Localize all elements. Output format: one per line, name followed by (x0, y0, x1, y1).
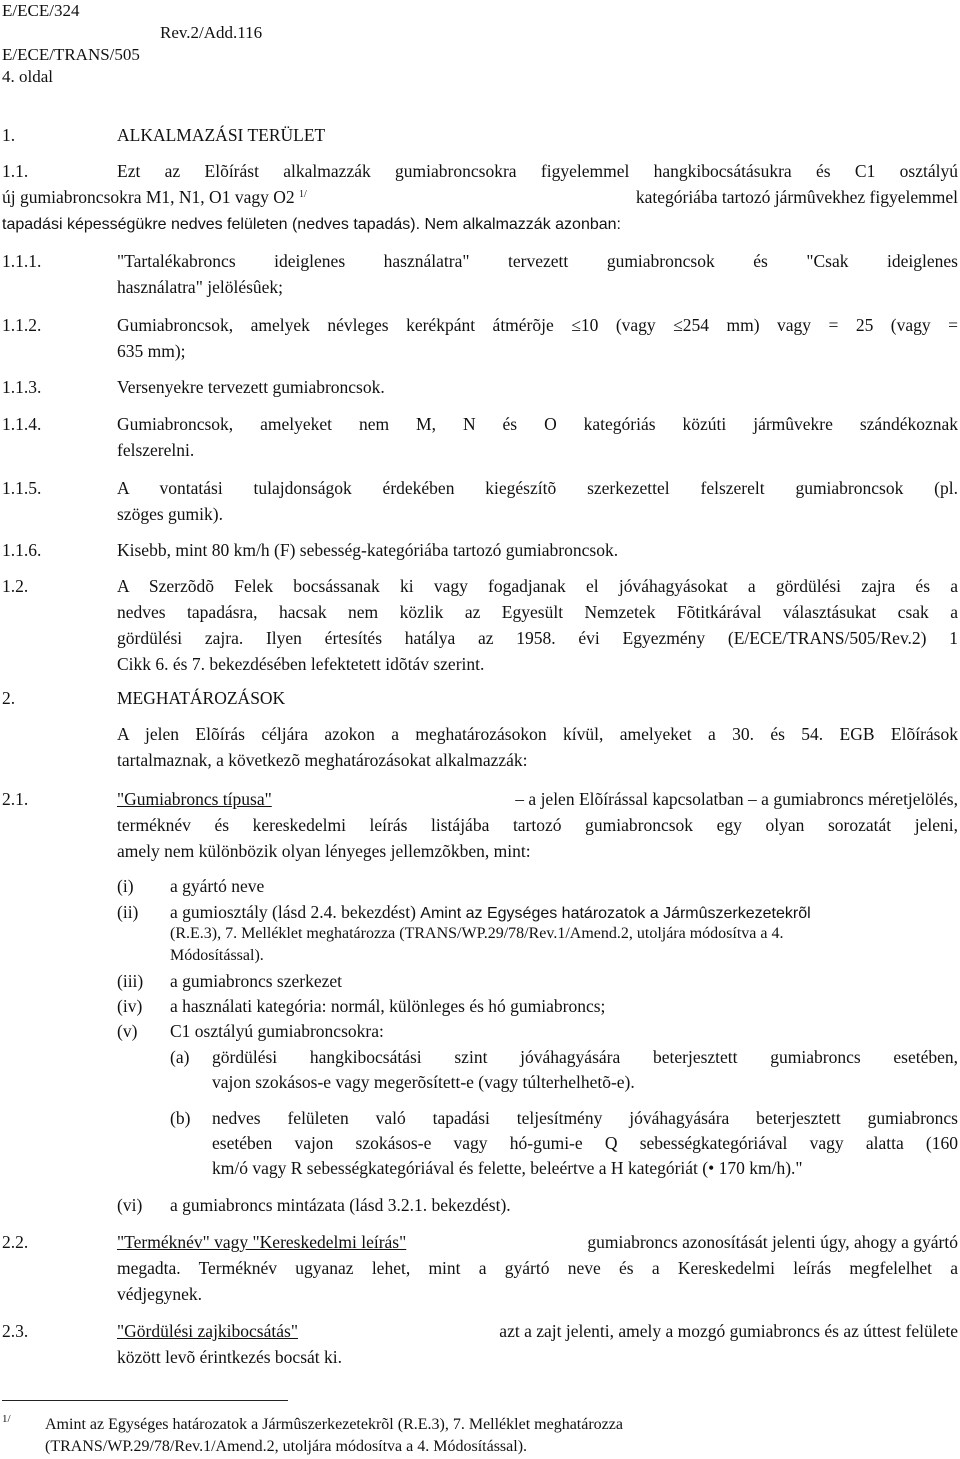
para-line: Cikk 6. és 7. bekezdésében lefektetett idõtáv szerint. (117, 654, 485, 674)
list-item: (R.E.3), 7. Melléklet meghatározza (TRANS/WP.29/78/Rev.1/Amend.2, utoljára módosítva a 4. (170, 925, 784, 942)
para-line: megadta. Terméknév ugyanaz lehet, mint a gyártó neve és a Kereskedelmi leírás megfelelhet a (117, 1258, 958, 1278)
para-text: – a jelen Elõírással kapcsolatban – a gumiabroncs méretjelölés, (515, 789, 958, 809)
section-number: 2. (2, 688, 16, 708)
para-line: Gumiabroncsok, amelyek névleges kerékpánt átmérõje ≤10 (vagy ≤254 mm) vagy = 25 (vagy = (117, 315, 958, 335)
para-line (2, 210, 621, 238)
list-item: km/ó vagy R sebességkategóriával és felette, beleértve a H kategóriát (• 170 km/h)." (212, 1158, 803, 1178)
list-item: a használati kategória: normál, különleges és hó gumiabroncs; (170, 996, 606, 1016)
para-number: 1.1.6. (2, 540, 42, 560)
list-marker: (vi) (117, 1195, 143, 1215)
doc-symbol-2: E/ECE/TRANS/505 (2, 45, 140, 64)
para-line: Versenyekre tervezett gumiabroncsok. (117, 377, 385, 397)
para-line: A vontatási tulajdonságok érdekében kiegészítõ szerkezettel felszerelt gumiabroncsok (pl. (117, 478, 958, 498)
para-line: között levõ érintkezés bocsát ki. (117, 1347, 342, 1367)
list-item: a gumiabroncs mintázata (lásd 3.2.1. bekezdést). (170, 1195, 511, 1215)
list-marker: (iv) (117, 996, 143, 1016)
para-line: Gumiabroncsok, amelyeket nem M, N és O kategóriás közúti jármûvekre szándékoznak (117, 414, 958, 434)
list-item: nedves felületen való tapadási teljesítmény jóváhagyására beterjesztett gumiabroncs (212, 1108, 958, 1128)
para-line: "Tartalékabroncs ideiglenes használatra" tervezett gumiabroncsok és "Csak ideiglenes (117, 251, 958, 271)
para-line: nedves tapadásra, hacsak nem közlik az Egyesült Nemzetek Fõtitkárával választásukat csak a (117, 602, 958, 622)
list-marker: (ii) (117, 902, 139, 922)
footnote-separator (2, 1400, 288, 1401)
para-line: védjegynek. (117, 1284, 203, 1304)
list-item: a gyártó neve (170, 876, 265, 896)
list-item: gördülési hangkibocsátási szint jóváhagyására beterjesztett gumiabroncs esetében, (212, 1047, 958, 1067)
para-number: 1.1.2. (2, 315, 42, 335)
list-marker: (v) (117, 1021, 138, 1041)
section-number: 1. (2, 125, 16, 145)
footnote-line: Amint az Egységes határozatok a Jármûszerkezetekrõl (R.E.3), 7. Melléklet meghatározza (45, 1416, 623, 1433)
para-line: használatra" jelölésûek; (117, 277, 284, 297)
list-item-text: a gumiosztály (lásd 2.4. bekezdést) (170, 902, 416, 922)
para-line (117, 786, 958, 812)
list-item: vajon szokásos-e vagy megerõsített-e (vagy túlterhelhetõ-e). (212, 1072, 635, 1092)
list-marker: (b) (170, 1108, 191, 1128)
list-item: Módosítással). (170, 947, 264, 964)
section-title: ALKALMAZÁSI TERÜLET (117, 125, 326, 145)
list-item-text: Amint az Egységes határozatok a Jármûszerkezetekrõl (420, 905, 811, 922)
para-number: 1.1.5. (2, 478, 42, 498)
para-line (2, 184, 958, 210)
para-number: 1.1.1. (2, 251, 42, 271)
para-number: 1.1.4. (2, 414, 42, 434)
para-line (117, 1229, 958, 1255)
footnote-ref: 1/ (298, 189, 307, 200)
para-line: amely nem különbözik olyan lényeges jellemzõkben, mint: (117, 841, 531, 861)
para-line: szöges gumik). (117, 504, 223, 524)
para-text: Nem alkalmazzák azonban: (424, 216, 621, 233)
para-text: új gumiabroncsokra M1, N1, O1 vagy O2 (2, 187, 295, 207)
section-title: MEGHATÁROZÁSOK (117, 688, 286, 708)
footnote-line: (TRANS/WP.29/78/Rev.1/Amend.2, utoljára módosítva a 4. Módosítással). (45, 1438, 528, 1455)
para-number: 2.3. (2, 1321, 29, 1341)
footnote-marker: 1/ (2, 1413, 11, 1425)
para-line: A Szerzõdõ Felek bocsássanak ki vagy fogadjanak el jóváhagyásokat a gördülési zajra és a (117, 576, 958, 596)
defined-term: "Terméknév" vagy "Kereskedelmi leírás" (117, 1232, 407, 1252)
para-line: gördülési zajra. Ilyen értesítés hatálya az 1958. évi Egyezmény (E/ECE/TRANS/505/Rev.2) 1 (117, 628, 958, 648)
list-marker: (i) (117, 876, 134, 896)
para-number: 2.1. (2, 789, 29, 809)
para-number: 1.1. (2, 161, 29, 181)
defined-term: "Gördülési zajkibocsátás" (117, 1321, 298, 1341)
doc-symbol: E/ECE/324 (2, 1, 80, 20)
para-text: tapadási képességükre nedves felületen (nedves tapadás). (2, 216, 421, 233)
list-item: a gumiabroncs szerkezet (170, 971, 343, 991)
para-line: 635 mm); (117, 341, 186, 361)
defined-term: "Gumiabroncs típusa" (117, 789, 272, 809)
list-marker: (a) (170, 1047, 190, 1067)
para-text: gumiabroncs azonosítását jelenti úgy, ahogy a gyártó (587, 1232, 958, 1252)
list-item: esetében vajon szokásos-e vagy hó-gumi-e Q sebességkategóriával vagy alatta (160 (212, 1133, 958, 1153)
list-item: C1 osztályú gumiabroncsokra: (170, 1021, 384, 1041)
para-text: azt a zajt jelenti, amely a mozgó gumiabroncs és az úttest felülete (499, 1321, 958, 1341)
para-number: 2.2. (2, 1232, 29, 1252)
list-marker: (iii) (117, 971, 144, 991)
para-line: tartalmaznak, a következõ meghatározásokat alkalmazzák: (117, 750, 528, 770)
doc-revision: Rev.2/Add.116 (160, 23, 263, 42)
page-number: 4. oldal (2, 67, 53, 86)
para-number: 1.1.3. (2, 377, 42, 397)
para-line: A jelen Elõírás céljára azokon a meghatározásokon kívül, amelyeket a 30. és 54. EGB Elõírások (117, 724, 958, 744)
para-text: kategóriába tartozó jármûvekhez figyelemmel (635, 187, 958, 207)
para-line: felszerelni. (117, 440, 195, 460)
para-line: terméknév és kereskedelmi leírás listájába tartozó gumiabroncsok egy olyan sorozatát jeleni, (117, 815, 958, 835)
para-line (117, 1318, 958, 1344)
para-line: Kisebb, mint 80 km/h (F) sebesség-kategóriába tartozó gumiabroncsok. (117, 540, 619, 560)
para-number: 1.2. (2, 576, 29, 596)
para-line: Ezt az Elõírást alkalmazzák gumiabroncsokra figyelemmel hangkibocsátásukra és C1 osztályú (117, 161, 958, 181)
